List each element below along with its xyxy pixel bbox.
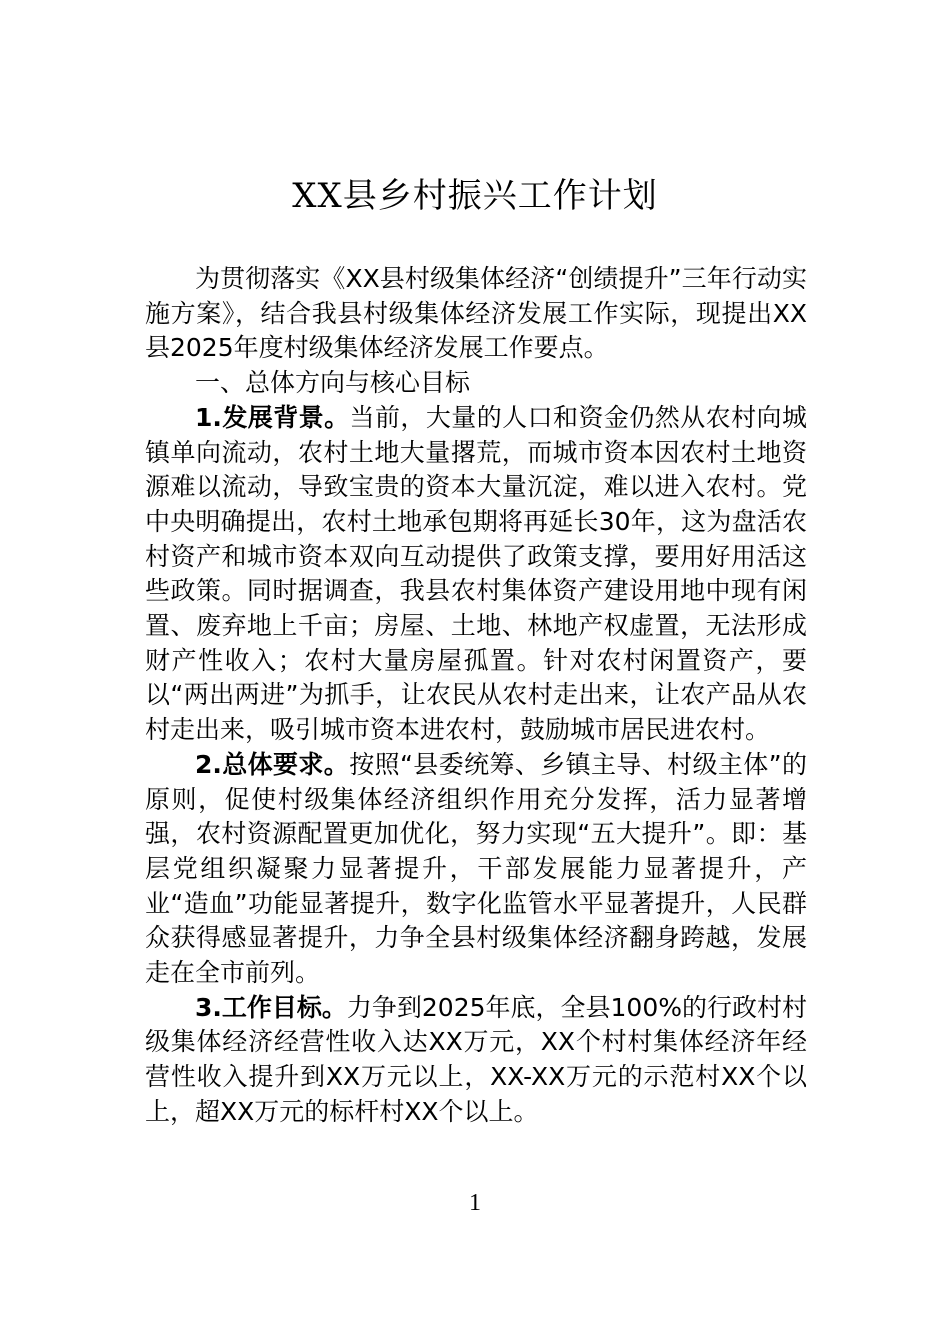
- item-3-text: 力争到2025年底，全县100%的行政村村级集体经济经营性收入达XX万元，XX个村村集体经济年经营性收入提升到XX万元以上，XX-XX万元的示范村XX个以上，超XX万元的标杆村XX个以上。: [145, 992, 808, 1126]
- item-1-text: 当前，大量的人口和资金仍然从农村向城镇单向流动，农村土地大量撂荒，而城市资本因农村土地资源难以流动，导致宝贵的资本大量沉淀，难以进入农村。党中央明确提出，农村土地承包期将再延长30年，这为盘活农村资产和城市资本双向互动提供了政策支撑，要用好用活这些政策。同时据调查，我县农村集体资产建设用地中现有闲置、废弃地上千亩；房屋、土地、林地产权虚置，无法形成财产性收入；农村大量房屋孤置。针对农村闲置资产，要以“两出两进”为抓手，让农民从农村走出来，让农产品从农村走出来，吸引城市资本进农村，鼓励城市居民进农村。: [145, 402, 807, 745]
- document-title: XX县乡村振兴工作计划: [292, 176, 658, 216]
- item-3-label: 3.工作目标。: [195, 992, 347, 1022]
- item-2-text: 按照“县委统筹、乡镇主导、村级主体”的原则，促使村级集体经济组织作用充分发挥，活力显著增强，农村资源配置更加优化，努力实现“五大提升”。即：基层党组织凝聚力显著提升，干部发展能力显著提升，产业“造血”功能显著提升，数字化监管水平显著提升，人民群众获得感显著提升，力争全县村级集体经济翻身跨越，发展走在全市前列。: [145, 749, 807, 988]
- section-heading: 一、总体方向与核心目标: [195, 368, 471, 398]
- page-number: 1: [469, 1190, 481, 1216]
- item-1-paragraph: [145, 401, 807, 748]
- document-body: [145, 262, 807, 1130]
- item-1-label: 1.发展背景。: [195, 402, 350, 432]
- item-2-label: 2.总体要求。: [195, 749, 350, 779]
- item-2-paragraph: [145, 748, 807, 991]
- intro-paragraph: 为贯彻落实《XX县村级集体经济“创绩提升”三年行动实施方案》，结合我县村级集体经济发展工作实际，现提出XX县2025年度村级集体经济发展工作要点。: [145, 264, 807, 363]
- item-3-paragraph: [145, 991, 807, 1130]
